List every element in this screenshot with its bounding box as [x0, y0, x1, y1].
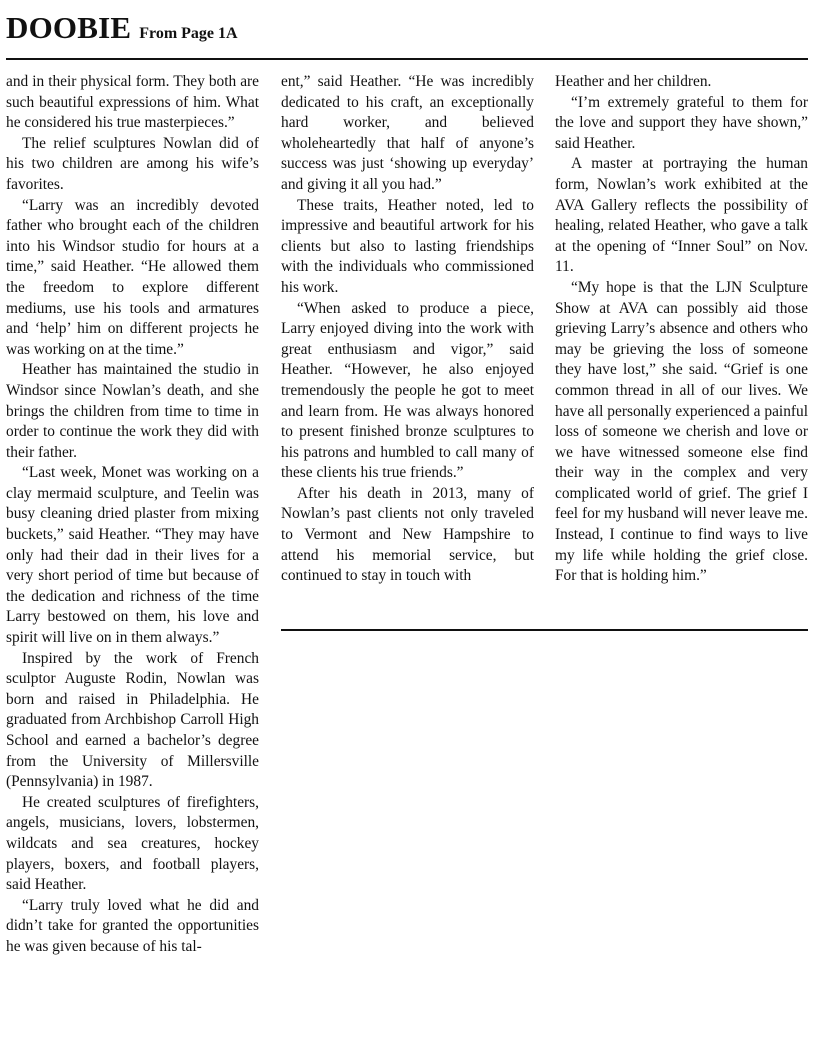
paragraph: and in their physical form. They both are such beautiful expressions of him. What he considered his true masterpieces.”: [6, 73, 259, 132]
paragraph: “My hope is that the LJN Sculpture Show at AVA can possibly aid those grieving Larry’s absence and others who may be grieving the loss of someone they have lost,” she said. “Grief is one common thread in all of our lives. We have all personally experienced a painful loss of someone we cherish and love or we have witnessed someone else find their way in the complex and very complicated world of grief. The grief I feel for my husband will never leave me. Instead, I continue to find ways to live my life while holding the grief close. For that is holding him.”: [555, 278, 808, 585]
header-rule: [6, 58, 808, 60]
paragraph: He created sculptures of firefighters, angels, musicians, lovers, lobstermen, wildcats and sea creatures, hockey players, boxers, and football players, said Heather.: [6, 793, 259, 894]
paragraph: Inspired by the work of French sculptor Auguste Rodin, Nowlan was born and raised in Philadelphia. He graduated from Archbishop Carroll High School and earned a bachelor’s degree from the University of Millersville (Pennsylvania) in 1987.: [6, 649, 259, 791]
article-column-1: [6, 72, 259, 958]
paragraph: The relief sculptures Nowlan did of his two children are among his wife’s favorites.: [6, 134, 259, 193]
paragraph: A master at portraying the human form, Nowlan’s work exhibited at the AVA Gallery reflects the possibility of healing, related Heather, who gave a talk at the opening of “Inner Soul” on Nov. 11.: [555, 155, 808, 276]
paragraph: ent,” said Heather. “He was incredibly dedicated to his craft, an exceptionally hard worker, and believed wholeheartedly that half of anyone’s success was just ‘showing up everyday’ and giving it all you had.”: [281, 73, 534, 193]
paragraph: “Last week, Monet was working on a clay mermaid sculpture, and Teelin was busy cleaning dried plaster from mixing buckets,” said Heather. “They may have only had their dad in their lives for a very short period of time but because of the dedication and richness of the time Larry bestowed on them, his love and spirit will live on in them always.”: [6, 464, 259, 647]
paragraph: After his death in 2013, many of Nowlan’s past clients not only traveled to Vermont and New Hampshire to attend his memorial service, but continued to stay in touch with: [281, 484, 534, 585]
story-slug: DOOBIE: [6, 10, 132, 45]
paragraph: “Larry truly loved what he did and didn’t take for granted the opportunities he was given because of his tal-: [6, 896, 259, 955]
paragraph: Heather and her children.: [555, 73, 712, 90]
continued-from-label: From Page 1A: [139, 25, 238, 42]
jump-header: [6, 10, 238, 54]
paragraph: “When asked to produce a piece, Larry enjoyed diving into the work with great enthusiasm and vigor,” said Heather. “However, he also enjoyed tremendously the people he got to meet and learn from. He was always honored to present finished bronze sculptures to his patrons and humbled to call many of these clients his true friends.”: [281, 299, 534, 482]
paragraph: Heather has maintained the studio in Windsor since Nowlan’s death, and she brings the children from time to time in order to continue the work they did with their father.: [6, 361, 259, 461]
paragraph: These traits, Heather noted, led to impressive and beautiful artwork for his clients but also to lasting friendships with the individuals who commissioned his work.: [281, 196, 534, 296]
article-column-3: [555, 72, 808, 587]
article-column-2: [281, 72, 534, 587]
article-end-rule: [281, 629, 808, 631]
paragraph: “Larry was an incredibly devoted father who brought each of the children into his Windsor studio for hours at a time,” said Heather. “He allowed them the freedom to explore different mediums, use his tools and armatures and ‘help’ him on different projects he was working on at the time.”: [6, 196, 259, 358]
paragraph: “I’m extremely grateful to them for the love and support they have shown,” said Heather.: [555, 93, 808, 152]
